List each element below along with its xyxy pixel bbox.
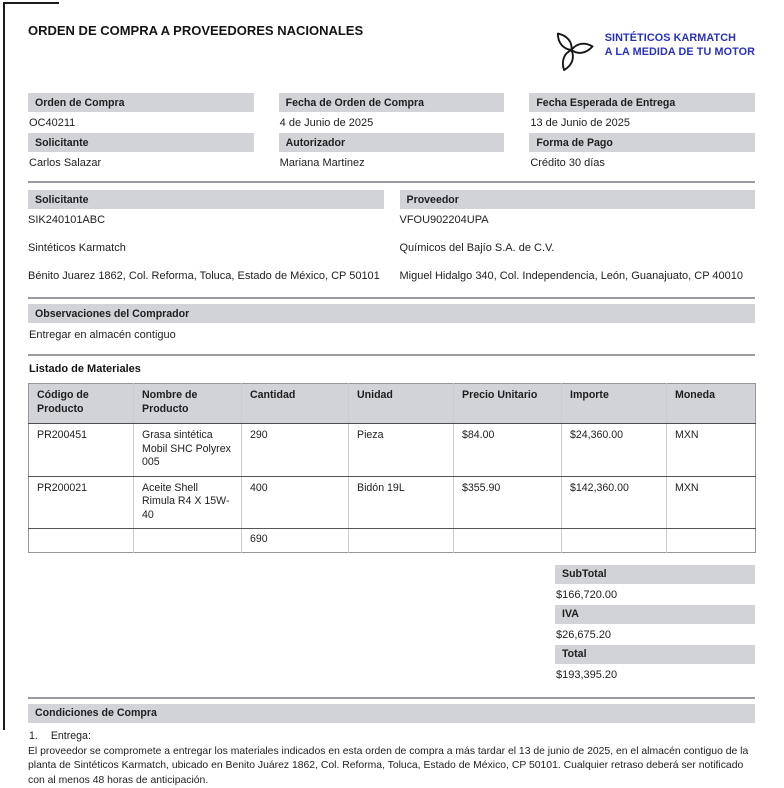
cell-cantidad: 400 bbox=[242, 476, 349, 529]
cell-importe: $142,360.00 bbox=[562, 476, 667, 529]
col-importe: Importe bbox=[562, 384, 667, 424]
observaciones-label: Observaciones del Comprador bbox=[28, 304, 755, 323]
col-cantidad: Cantidad bbox=[242, 384, 349, 424]
party-address: Bénito Juarez 1862, Col. Reforma, Toluca, Estado de México, CP 50101 bbox=[28, 270, 384, 283]
totals-section bbox=[555, 565, 755, 685]
total-label: SubTotal bbox=[555, 565, 755, 584]
observaciones-section bbox=[28, 299, 755, 348]
field-value: OC40211 bbox=[28, 112, 254, 133]
page-title: ORDEN DE COMPRA A PROVEEDORES NACIONALES bbox=[28, 23, 363, 38]
condition-title: Entrega: bbox=[51, 730, 91, 742]
cell-total-quantity: 690 bbox=[242, 529, 349, 553]
cell-codigo: PR200451 bbox=[29, 424, 134, 477]
cell-precio: $84.00 bbox=[454, 424, 562, 477]
cell-empty bbox=[349, 529, 454, 553]
field-value: Carlos Salazar bbox=[28, 152, 254, 173]
order-info-grid bbox=[28, 93, 755, 173]
logo-text-block bbox=[605, 31, 755, 60]
field-label: Forma de Pago bbox=[529, 133, 755, 152]
table-row bbox=[29, 476, 756, 529]
col-nombre-producto: Nombre de Producto bbox=[134, 384, 242, 424]
field-label: Autorizador bbox=[279, 133, 505, 152]
cell-empty bbox=[134, 529, 242, 553]
field-value: Mariana Martinez bbox=[279, 152, 505, 173]
field-value: Crédito 30 días bbox=[529, 152, 755, 173]
party-label: Proveedor bbox=[400, 190, 756, 209]
company-logo bbox=[548, 25, 755, 75]
condition-item-heading bbox=[29, 730, 755, 742]
cell-unidad: Pieza bbox=[349, 424, 454, 477]
total-value: $193,395.20 bbox=[555, 664, 755, 685]
observaciones-value: Entregar en almacén contiguo bbox=[28, 323, 755, 348]
condition-body: El proveedor se compromete a entregar los materiales indicados en esta orden de compra a más tardar el 13 de junio de 2025, en el almacén contiguo de la planta de Sintéticos Karmatch, ubicado en Benito Juárez 1862, Col. Reforma, Toluca, Estado de México, CP 50101. Cualquier retraso deberá ser notificado con al menos 48 horas de anticipación. bbox=[28, 745, 755, 788]
col-unidad: Unidad bbox=[349, 384, 454, 424]
parties-section bbox=[28, 183, 755, 290]
cell-empty bbox=[562, 529, 667, 553]
cell-nombre: Grasa sintética Mobil SHC Polyrex 005 bbox=[134, 424, 242, 477]
field-fecha-entrega bbox=[529, 93, 755, 133]
field-label: Orden de Compra bbox=[28, 93, 254, 112]
party-proveedor bbox=[400, 190, 756, 283]
total-value: $166,720.00 bbox=[555, 584, 755, 605]
field-label: Fecha Esperada de Entrega bbox=[529, 93, 755, 112]
table-row bbox=[29, 424, 756, 477]
party-code: SIK240101ABC bbox=[28, 214, 384, 227]
table-summary-row bbox=[29, 529, 756, 553]
total-iva bbox=[555, 605, 755, 645]
party-code: VFOU902204UPA bbox=[400, 214, 756, 227]
party-name: Químicos del Bajío S.A. de C.V. bbox=[400, 242, 756, 255]
cell-empty bbox=[454, 529, 562, 553]
conditions-label: Condiciones de Compra bbox=[28, 704, 755, 723]
field-fecha-orden bbox=[279, 93, 505, 133]
cell-nombre: Aceite Shell Rimula R4 X 15W-40 bbox=[134, 476, 242, 529]
field-label: Solicitante bbox=[28, 133, 254, 152]
document-header bbox=[28, 0, 755, 93]
field-orden-de-compra bbox=[28, 93, 254, 133]
conditions-section bbox=[28, 699, 755, 788]
field-label: Fecha de Orden de Compra bbox=[279, 93, 505, 112]
col-precio-unitario: Precio Unitario bbox=[454, 384, 562, 424]
field-autorizador bbox=[279, 133, 505, 173]
logo-tagline: A LA MEDIDA DE TU MOTOR bbox=[605, 45, 755, 59]
document-content bbox=[28, 0, 755, 788]
condition-number: 1. bbox=[29, 730, 38, 742]
field-value: 13 de Junio de 2025 bbox=[529, 112, 755, 133]
cell-unidad: Bidón 19L bbox=[349, 476, 454, 529]
cell-cantidad: 290 bbox=[242, 424, 349, 477]
cell-empty bbox=[667, 529, 756, 553]
cell-importe: $24,360.00 bbox=[562, 424, 667, 477]
cell-empty bbox=[29, 529, 134, 553]
page-border-left bbox=[3, 2, 5, 730]
party-address: Miguel Hidalgo 340, Col. Independencia, León, Guanajuato, CP 40010 bbox=[400, 270, 756, 283]
field-value: 4 de Junio de 2025 bbox=[279, 112, 505, 133]
swirl-logo-icon bbox=[548, 25, 595, 75]
section-divider bbox=[28, 354, 755, 356]
field-solicitante bbox=[28, 133, 254, 173]
cell-codigo: PR200021 bbox=[29, 476, 134, 529]
party-solicitante bbox=[28, 190, 384, 283]
party-label: Solicitante bbox=[28, 190, 384, 209]
total-total bbox=[555, 645, 755, 685]
total-subtotal bbox=[555, 565, 755, 605]
cell-precio: $355.90 bbox=[454, 476, 562, 529]
logo-company-name: SINTÉTICOS KARMATCH bbox=[605, 31, 755, 45]
materials-section-title: Listado de Materiales bbox=[29, 363, 755, 375]
table-header-row bbox=[29, 384, 756, 424]
total-label: Total bbox=[555, 645, 755, 664]
materials-table bbox=[28, 383, 756, 553]
cell-moneda: MXN bbox=[667, 424, 756, 477]
col-codigo-producto: Código de Producto bbox=[29, 384, 134, 424]
party-name: Sintéticos Karmatch bbox=[28, 242, 384, 255]
cell-moneda: MXN bbox=[667, 476, 756, 529]
total-value: $26,675.20 bbox=[555, 624, 755, 645]
col-moneda: Moneda bbox=[667, 384, 756, 424]
total-label: IVA bbox=[555, 605, 755, 624]
field-forma-de-pago bbox=[529, 133, 755, 173]
